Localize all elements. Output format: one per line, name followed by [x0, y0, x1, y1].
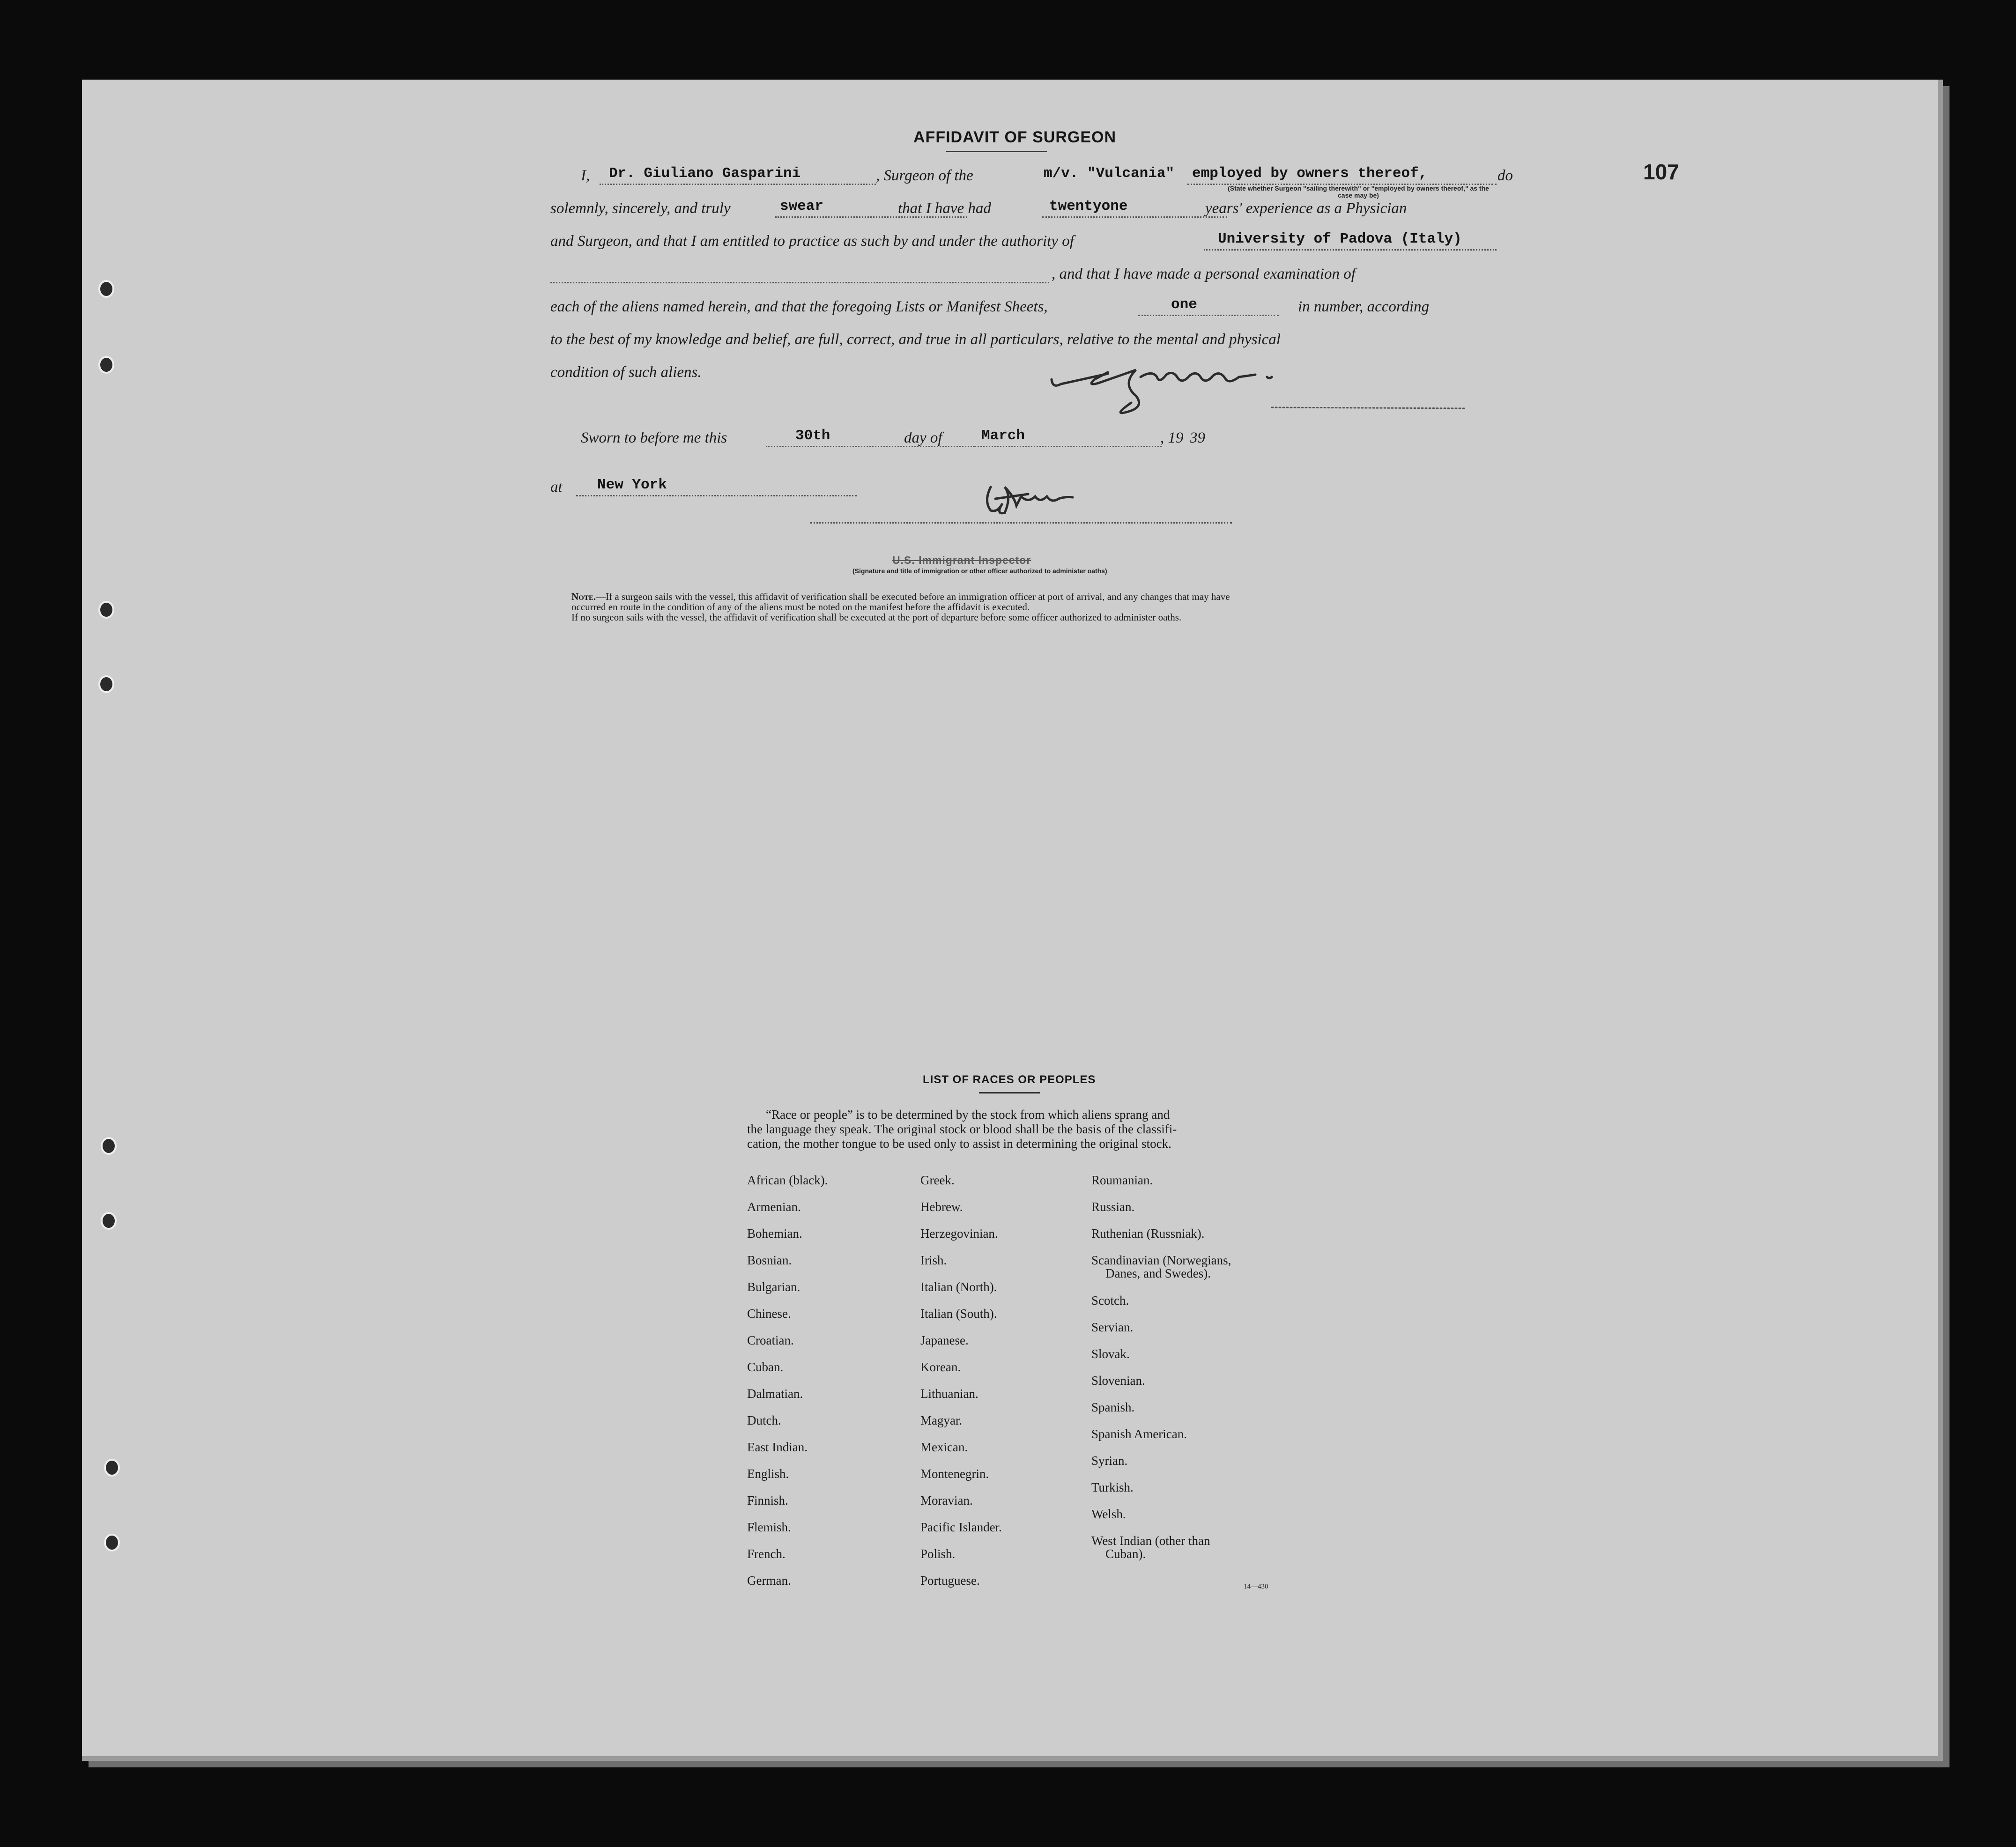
page-number: 107	[1643, 160, 1679, 184]
sworn-year: 39	[1190, 429, 1205, 446]
races-title: LIST OF RACES OR PEOPLES	[923, 1073, 1096, 1086]
surgeon-name: Dr. Giuliano Gasparini	[609, 165, 801, 182]
race-item: Bohemian.	[747, 1226, 802, 1241]
race-item: Portuguese.	[920, 1574, 980, 1588]
race-item: Japanese.	[920, 1333, 969, 1347]
officer-caption: (Signature and title of immigration or other officer authorized to administer oaths)	[852, 567, 1107, 575]
authority-line-2	[550, 282, 1049, 283]
race-item: Magyar.	[920, 1413, 963, 1427]
race-item: German.	[747, 1574, 791, 1588]
race-item: Dalmatian.	[747, 1387, 803, 1401]
sheet-count: one	[1171, 296, 1197, 313]
race-item: Herzegovinian.	[920, 1226, 998, 1241]
race-item: French.	[747, 1547, 786, 1561]
at-label: at	[550, 479, 563, 495]
race-item: African (black).	[747, 1173, 828, 1187]
race-item: Montenegrin.	[920, 1467, 989, 1481]
race-item: Slovak.	[1091, 1347, 1130, 1361]
races-title-rule	[979, 1092, 1040, 1093]
punch-hole	[101, 1137, 117, 1155]
sworn-prefix: Sworn to before me this	[581, 429, 727, 446]
race-item-continued: Cuban).	[1105, 1547, 1146, 1561]
line5-post: in number, according	[1298, 298, 1430, 315]
oath-word: swear	[780, 198, 824, 214]
race-item: Flemish.	[747, 1520, 791, 1534]
race-item: Roumanian.	[1091, 1173, 1153, 1187]
years-line	[1042, 216, 1227, 218]
race-item: Italian (North).	[920, 1280, 997, 1294]
authority-line	[1204, 249, 1497, 251]
race-item: Slovenian.	[1091, 1374, 1145, 1388]
race-item: Korean.	[920, 1360, 961, 1374]
punch-hole	[104, 1534, 120, 1551]
line1-do: do	[1497, 167, 1513, 184]
races-column-2	[920, 1173, 1002, 1600]
race-item: Chinese.	[747, 1307, 791, 1321]
note-label: Note.	[571, 591, 596, 602]
races-column-1	[747, 1173, 828, 1600]
race-item: Dutch.	[747, 1413, 781, 1427]
affidavit-title: AFFIDAVIT OF SURGEON	[913, 128, 1117, 146]
punch-hole	[98, 675, 114, 693]
authority: University of Padova (Italy)	[1218, 231, 1462, 247]
note-line-1	[571, 591, 1230, 602]
race-item: Spanish.	[1091, 1400, 1135, 1414]
race-item: West Indian (other than	[1091, 1534, 1210, 1548]
month-line	[974, 446, 1162, 447]
races-column-3	[1091, 1173, 1231, 1574]
sworn-place: New York	[597, 477, 667, 493]
line6-text: to the best of my knowledge and belief, are full, correct, and true in all particulars, relative to the mental and physical	[550, 331, 1281, 348]
race-item: Lithuanian.	[920, 1387, 978, 1401]
race-item: Italian (South).	[920, 1307, 997, 1321]
vessel-name: m/v. "Vulcania"	[1044, 165, 1175, 182]
races-intro-3: cation, the mother tongue to be used only to assist in determining the original stock.	[747, 1137, 1171, 1151]
race-item: Russian.	[1091, 1200, 1135, 1214]
sheets-line	[1138, 315, 1279, 316]
race-item: Pacific Islander.	[920, 1520, 1002, 1534]
races-intro-2: the language they speak. The original stock or blood shall be the basis of the classifi-	[747, 1122, 1177, 1136]
officer-signature-line	[810, 522, 1232, 524]
note-line-2: occurred en route in the condition of any of the aliens must be noted on the manifest before the affidavit is executed.	[571, 601, 1030, 613]
race-item: Mexican.	[920, 1440, 968, 1454]
race-item: Welsh.	[1091, 1507, 1126, 1521]
title-rule	[946, 151, 1047, 152]
employment-status: employed by owners thereof,	[1192, 165, 1428, 182]
punch-hole	[104, 1459, 120, 1477]
line4-text: , and that I have made a personal examination of	[1052, 266, 1356, 282]
race-item: Cuban.	[747, 1360, 784, 1374]
race-item: Ruthenian (Russniak).	[1091, 1226, 1205, 1241]
race-item: Polish.	[920, 1547, 956, 1561]
race-item-continued: Danes, and Swedes).	[1105, 1266, 1211, 1280]
years-experience: twentyone	[1049, 198, 1128, 214]
races-intro-1: “Race or people” is to be determined by the stock from which aliens sprang and	[766, 1108, 1170, 1122]
employment-hint: (State whether Surgeon "sailing therewith" or "employed by owners thereof," as the case may be)	[1228, 185, 1489, 199]
line5-prefix: each of the aliens named herein, and that the foregoing Lists or Manifest Sheets,	[550, 298, 1048, 315]
line1-surgeon-of: , Surgeon of the	[876, 167, 973, 184]
line1-prefix: I,	[581, 167, 590, 184]
punch-hole	[98, 601, 114, 619]
line3-text: and Surgeon, and that I am entitled to practice as such by and under the authority of	[550, 233, 1074, 250]
punch-hole	[98, 356, 114, 374]
race-item: Servian.	[1091, 1320, 1134, 1334]
race-item: Spanish American.	[1091, 1427, 1187, 1441]
race-item: Bosnian.	[747, 1253, 792, 1267]
line2-post: years' experience as a Physician	[1205, 200, 1407, 217]
race-item: Scotch.	[1091, 1293, 1129, 1308]
officer-signature	[977, 478, 1094, 520]
name-line	[600, 184, 876, 185]
day-line	[766, 446, 974, 447]
line2-mid: that I have had	[898, 200, 991, 217]
note-text-1: —If a surgeon sails with the vessel, this affidavit of verification shall be executed before an immigration officer at port of arrival, and any changes that may have	[596, 591, 1230, 602]
race-item: Moravian.	[920, 1493, 973, 1507]
line2-prefix: solemnly, sincerely, and truly	[550, 200, 731, 217]
race-item: Finnish.	[747, 1493, 788, 1507]
race-item: Bulgarian.	[747, 1280, 800, 1294]
surgeon-signature	[1042, 351, 1478, 417]
race-item: Hebrew.	[920, 1200, 963, 1214]
race-item: Croatian.	[747, 1333, 794, 1347]
race-item: Turkish.	[1091, 1480, 1134, 1494]
note-line-3: If no surgeon sails with the vessel, the affidavit of verification shall be executed at the port of departure before some officer authorized to administer oaths.	[571, 612, 1182, 623]
race-item: Greek.	[920, 1173, 955, 1187]
form-number: 14—430	[1244, 1583, 1268, 1590]
punch-hole	[101, 1212, 117, 1230]
document-sheet	[82, 80, 1943, 1761]
sworn-year-prefix: , 19	[1160, 429, 1184, 446]
race-item: Irish.	[920, 1253, 947, 1267]
inspector-stamp: U.S. Immigrant Inspector	[892, 554, 1031, 566]
sworn-day-of: day of	[904, 429, 942, 446]
punch-hole	[98, 280, 114, 298]
sworn-day: 30th	[795, 428, 830, 444]
line7-text: condition of such aliens.	[550, 364, 702, 381]
sworn-month: March	[981, 428, 1025, 444]
race-item: Syrian.	[1091, 1454, 1128, 1468]
race-item: Armenian.	[747, 1200, 801, 1214]
race-item: East Indian.	[747, 1440, 808, 1454]
race-item: Scandinavian (Norwegians,	[1091, 1253, 1231, 1267]
race-item: English.	[747, 1467, 789, 1481]
place-line	[576, 495, 857, 496]
